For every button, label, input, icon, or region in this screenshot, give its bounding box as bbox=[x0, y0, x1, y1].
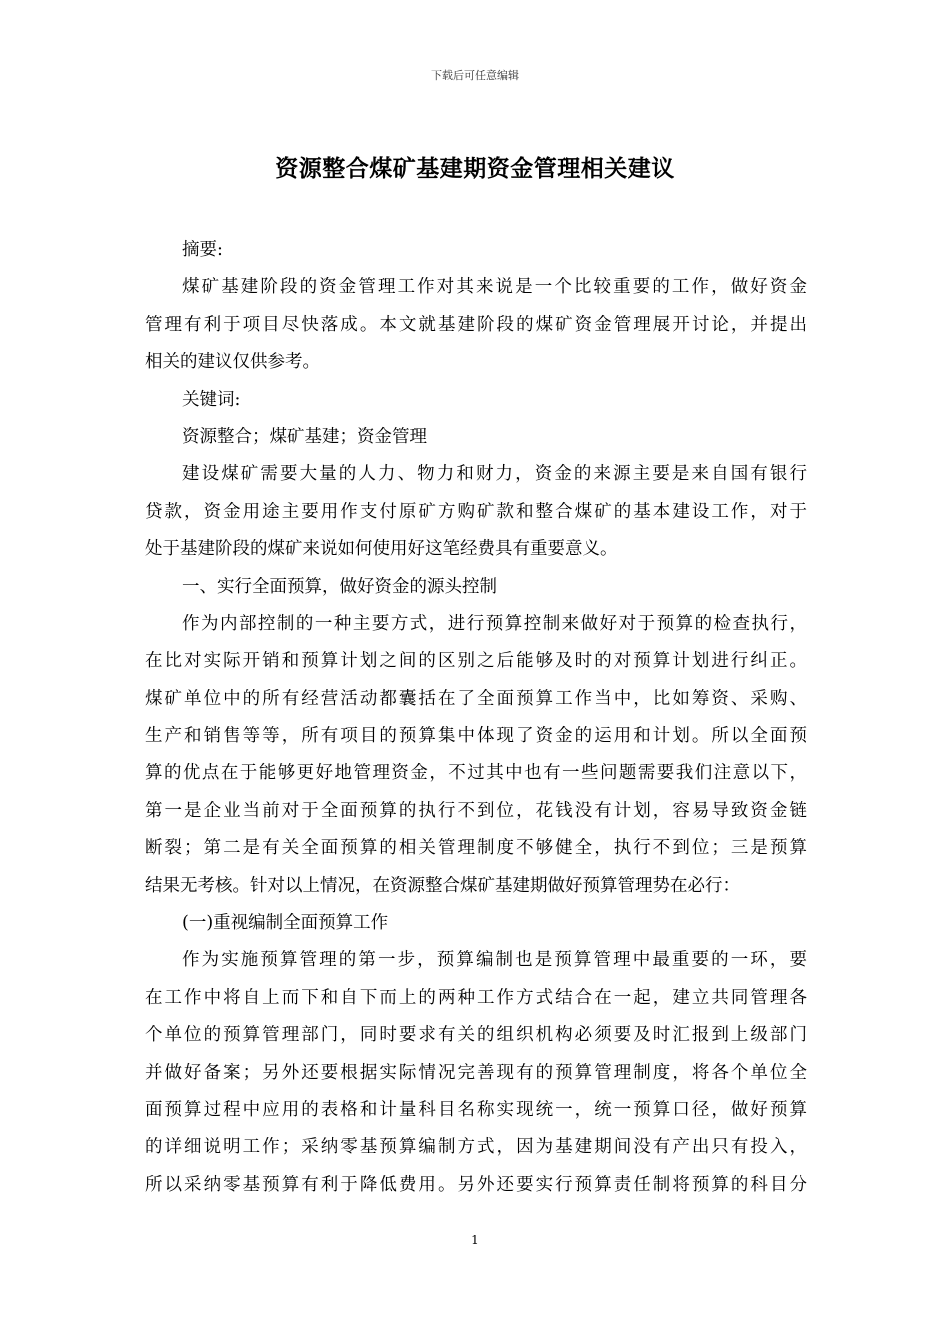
text-line: 个单位的预算管理部门，同时要求有关的组织机构必须要及时汇报到上级部门 bbox=[145, 1025, 807, 1046]
text-line: 相关的建议仅供参考。 bbox=[145, 352, 320, 373]
text-line: 并做好备案；另外还要根据实际情况完善现有的预算管理制度，将各个单位全 bbox=[145, 1062, 807, 1083]
text-line: 煤矿基建阶段的资金管理工作对其来说是一个比较重要的工作，做好资金 bbox=[182, 277, 807, 298]
page-number: 1 bbox=[471, 1233, 479, 1247]
text-line: 作为实施预算管理的第一步，预算编制也是预算管理中最重要的一环，要 bbox=[182, 950, 807, 971]
text-line: 资源整合；煤矿基建；资金管理 bbox=[182, 426, 427, 447]
text-line: 所以采纳零基预算有利于降低费用。另外还要实行预算责任制将预算的科目分 bbox=[145, 1174, 807, 1195]
text-line: 生产和销售等等，所有项目的预算集中体现了资金的运用和计划。所以全面预 bbox=[145, 726, 807, 747]
text-line: 结果无考核。针对以上情况，在资源整合煤矿基建期做好预算管理势在必行： bbox=[145, 875, 740, 896]
text-line: 面预算过程中应用的表格和计量科目名称实现统一，统一预算口径，做好预算 bbox=[145, 1099, 807, 1120]
text-line: 第一是企业当前对于全面预算的执行不到位，花钱没有计划，容易导致资金链 bbox=[145, 800, 807, 821]
text-line: 建设煤矿需要大量的人力、物力和财力，资金的来源主要是来自国有银行 bbox=[182, 464, 807, 485]
text-line: 贷款，资金用途主要用作支付原矿方购矿款和整合煤矿的基本建设工作，对于 bbox=[145, 501, 807, 522]
document-body bbox=[145, 232, 807, 1204]
text-line: (一)重视编制全面预算工作 bbox=[182, 913, 389, 934]
text-line: 在工作中将自上而下和自下而上的两种工作方式结合在一起，建立共同管理各 bbox=[145, 987, 807, 1008]
text-line: 关键词: bbox=[182, 389, 241, 410]
text-line: 断裂；第二是有关全面预算的相关管理制度不够健全，执行不到位；三是预算 bbox=[145, 838, 807, 859]
text-line: 的详细说明工作；采纳零基预算编制方式，因为基建期间没有产出只有投入， bbox=[145, 1137, 807, 1158]
page-header-note: 下载后可任意编辑 bbox=[431, 69, 519, 82]
text-line: 摘要: bbox=[182, 240, 223, 260]
document-title: 资源整合煤矿基建期资金管理相关建议 bbox=[275, 156, 675, 182]
text-line: 作为内部控制的一种主要方式，进行预算控制来做好对于预算的检查执行， bbox=[182, 613, 807, 634]
text-line: 煤矿单位中的所有经营活动都囊括在了全面预算工作当中，比如筹资、采购、 bbox=[145, 688, 807, 709]
text-line: 处于基建阶段的煤矿来说如何使用好这笔经费具有重要意义。 bbox=[145, 539, 618, 560]
text-line: 在比对实际开销和预算计划之间的区别之后能够及时的对预算计划进行纠正。 bbox=[145, 651, 807, 672]
text-line: 算的优点在于能够更好地管理资金，不过其中也有一些问题需要我们注意以下， bbox=[145, 763, 807, 784]
text-line: 一、实行全面预算，做好资金的源头控制 bbox=[182, 576, 497, 597]
text-line: 管理有利于项目尽快落成。本文就基建阶段的煤矿资金管理展开讨论，并提出 bbox=[145, 314, 807, 335]
